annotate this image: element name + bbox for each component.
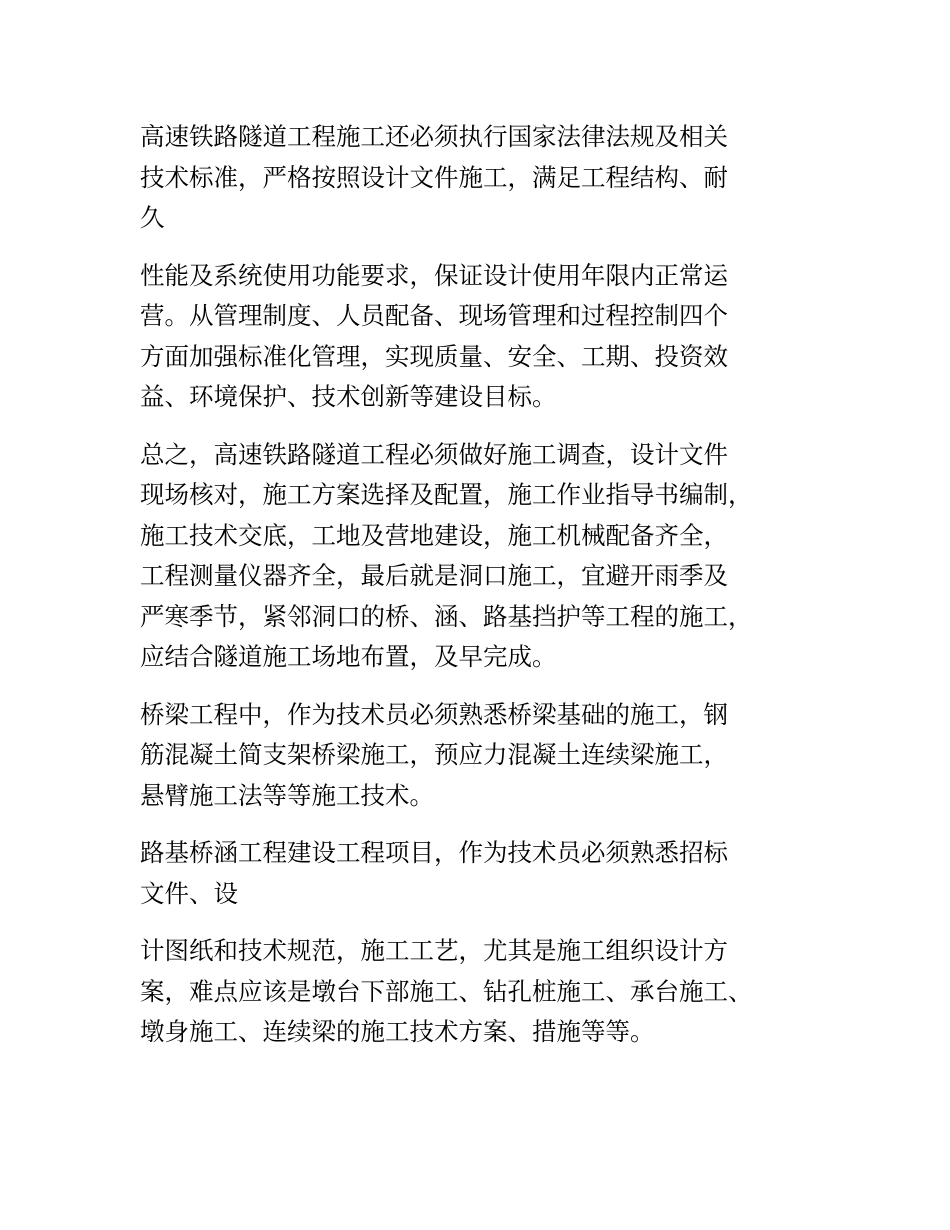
text-line: 总之，高速铁路隧道工程必须做好施工调查，设计文件 <box>140 439 728 469</box>
text-line: 文件、设 <box>140 878 238 908</box>
text-line: 桥梁工程中，作为技术员必须熟悉桥梁基础的施工，钢 <box>140 699 728 729</box>
document-body <box>140 117 820 1070</box>
text-line: 性能及系统使用功能要求，保证设计使用年限内正常运 <box>140 260 728 290</box>
paragraph-tunnel-summary <box>140 435 820 678</box>
paragraph-subgrade-bridge-culvert <box>140 833 820 914</box>
text-line: 计图纸和技术规范，施工工艺，尤其是施工组织设计方 <box>140 936 728 965</box>
text-line: 案，难点应该是墩台下部施工、钻孔桩施工、承台施工、 <box>140 976 753 1006</box>
text-line: 墩身施工、连续梁的施工技术方案、措施等等。 <box>140 1017 655 1046</box>
text-line: 技术标准，严格按照设计文件施工，满足工程结构、耐 <box>140 162 728 192</box>
paragraph-design-drawings <box>140 931 820 1053</box>
text-line: 严寒季节，紧邻洞口的桥、涵、路基挡护等工程的施工， <box>140 601 753 631</box>
text-line: 现场核对，施工方案选择及配置，施工作业指导书编制， <box>140 480 753 509</box>
paragraph-performance-goals <box>140 256 820 418</box>
paragraph-tunnel-standards <box>140 117 820 239</box>
text-line: 工程测量仪器齐全，最后就是洞口施工，宜避开雨季及 <box>140 561 728 590</box>
text-line: 悬臂施工法等等施工技术。 <box>140 780 434 810</box>
text-line: 方面加强标准化管理，实现质量、安全、工期、投资效 <box>140 341 728 371</box>
text-line: 路基桥涵工程建设工程项目，作为技术员必须熟悉招标 <box>140 838 728 867</box>
paragraph-bridge-engineering <box>140 695 820 817</box>
text-line: 久 <box>140 203 165 232</box>
text-line: 益、环境保护、技术创新等建设目标。 <box>140 382 557 411</box>
text-line: 施工技术交底，工地及营地建设，施工机械配备齐全， <box>140 520 728 550</box>
text-line: 筋混凝土简支架桥梁施工，预应力混凝土连续梁施工， <box>140 740 728 769</box>
text-line: 应结合隧道施工场地布置，及早完成。 <box>140 642 557 671</box>
text-line: 营。从管理制度、人员配备、现场管理和过程控制四个 <box>140 301 728 330</box>
text-line: 高速铁路隧道工程施工还必须执行国家法律法规及相关 <box>140 122 728 151</box>
